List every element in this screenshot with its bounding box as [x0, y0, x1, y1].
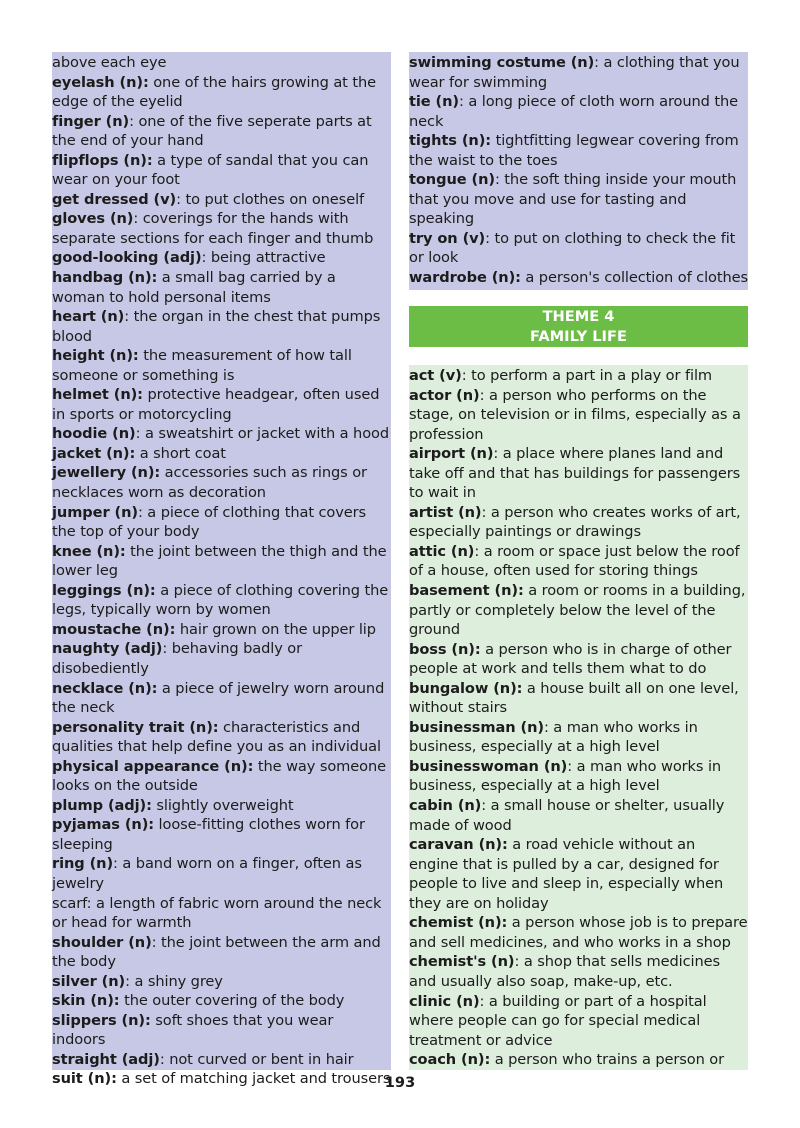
- glossary-term: straight (adj): [52, 1050, 160, 1068]
- glossary-term: businessman (n): [409, 718, 544, 736]
- glossary-definition: : to perform a part in a play or film: [461, 367, 713, 384]
- glossary-term: personality trait (n):: [52, 718, 219, 736]
- glossary-definition: tightfitting legwear covering from the waist to the toes: [409, 132, 739, 169]
- glossary-term: skin (n):: [52, 992, 120, 1010]
- glossary-definition: a person who trains a person or: [490, 1051, 725, 1069]
- glossary-term: leggings (n):: [52, 581, 156, 599]
- glossary-entry: [409, 1050, 748, 1070]
- glossary-definition: a small bag carried by a woman to hold personal items: [52, 269, 336, 306]
- glossary-term: plump (adj):: [52, 796, 152, 814]
- glossary-entries-right-bottom: [409, 365, 748, 1070]
- glossary-entry: [52, 796, 391, 816]
- glossary-term: heart (n): [52, 308, 125, 326]
- glossary-entry: [409, 757, 748, 796]
- glossary-definition: soft shoes that you wear indoors: [52, 1011, 334, 1049]
- glossary-entry: [52, 854, 391, 893]
- glossary-entry: [409, 170, 748, 229]
- glossary-definition: scarf: a length of fabric worn around the neck or head for warmth: [52, 894, 382, 932]
- glossary-definition: : a piece of clothing that covers the top of your body: [52, 503, 367, 541]
- glossary-entry: [52, 972, 391, 992]
- glossary-entry: [52, 581, 391, 620]
- glossary-entry: [52, 151, 391, 190]
- glossary-entry: [52, 268, 391, 307]
- glossary-entry: [52, 444, 391, 464]
- glossary-term: tights (n):: [409, 132, 492, 150]
- glossary-term: physical appearance (n):: [52, 757, 254, 775]
- glossary-definition: the outer covering of the body: [119, 992, 345, 1010]
- glossary-entry: [52, 463, 391, 502]
- glossary-entry: [409, 913, 748, 952]
- glossary-definition: : a long piece of cloth worn around the neck: [409, 93, 739, 130]
- glossary-definition: one of the hairs growing at the edge of the eyelid: [52, 73, 376, 111]
- glossary-entry: [409, 581, 748, 640]
- glossary-term: businesswoman (n): [409, 757, 568, 775]
- glossary-term: pyjamas (n):: [52, 816, 154, 834]
- glossary-entry: [409, 835, 748, 913]
- glossary-definition: : a room or space just below the roof of a house, often used for storing things: [409, 542, 740, 580]
- glossary-definition: : the organ in the chest that pumps blood: [52, 308, 381, 345]
- glossary-term: swimming costume (n): [409, 54, 595, 71]
- glossary-entry: [52, 1011, 391, 1050]
- glossary-entry: [52, 679, 391, 718]
- glossary-entry: [52, 209, 391, 248]
- glossary-term: moustache (n):: [52, 620, 176, 638]
- glossary-entry: [409, 992, 748, 1051]
- glossary-entry: [409, 366, 748, 386]
- glossary-term: shoulder (n): [52, 933, 152, 951]
- theme-title: FAMILY LIFE: [530, 327, 627, 345]
- page-number: 193: [384, 1074, 416, 1091]
- glossary-term: get dressed (v): [52, 190, 177, 208]
- glossary-term: jewellery (n):: [52, 464, 161, 482]
- glossary-definition: a house built all on one level, without stairs: [409, 679, 739, 717]
- glossary-term: hoodie (n): [52, 425, 136, 443]
- glossary-entry: [52, 248, 391, 268]
- glossary-entry: [409, 131, 748, 170]
- glossary-entries-right-top: [409, 52, 748, 288]
- glossary-definition: slightly overweight: [151, 796, 294, 814]
- glossary-definition: protective headgear, often used in sports or motorcycling: [52, 386, 380, 423]
- glossary-definition: : a building or part of a hospital where people can go for special medical treatment or advice: [409, 992, 707, 1049]
- glossary-entry: [52, 991, 391, 1011]
- glossary-definition: : a band worn on a finger, often as jewelry: [52, 855, 362, 892]
- glossary-definition: accessories such as rings or necklaces worn as decoration: [52, 464, 367, 502]
- glossary-term: tongue (n): [409, 171, 495, 189]
- glossary-definition: a short coat: [135, 444, 226, 462]
- glossary-definition: : a small house or shelter, usually made of wood: [409, 797, 725, 834]
- glossary-term: airport (n): [409, 445, 494, 463]
- glossary-definition: : a man who works in business, especially at a high level: [409, 757, 722, 795]
- glossary-term: jumper (n): [52, 503, 138, 521]
- glossary-term: wardrobe (n):: [409, 269, 521, 287]
- glossary-entry: [52, 815, 391, 854]
- glossary-term: caravan (n):: [409, 836, 508, 854]
- glossary-term: ring (n): [52, 855, 114, 873]
- glossary-definition: a person's collection of clothes: [520, 269, 749, 287]
- glossary-definition: : the soft thing inside your mouth that you move and use for tasting and speaking: [409, 171, 737, 228]
- right-bottom-glossary-column: [409, 365, 748, 1070]
- glossary-definition: : coverings for the hands with separate sections for each finger and thumb: [52, 210, 374, 247]
- glossary-entry: [52, 542, 391, 581]
- glossary-definition: : a sweatshirt or jacket with a hood: [135, 425, 390, 443]
- glossary-entry: [52, 307, 391, 346]
- glossary-term: knee (n):: [52, 542, 126, 560]
- glossary-entry: [52, 346, 391, 385]
- glossary-entry: [409, 718, 748, 757]
- glossary-entry: [52, 190, 391, 210]
- glossary-term: eyelash (n):: [52, 73, 149, 91]
- glossary-entry: [52, 112, 391, 151]
- glossary-definition: : a shop that sells medicines and usually also soap, make-up, etc.: [409, 953, 721, 990]
- glossary-term: coach (n):: [409, 1051, 491, 1069]
- glossary-definition: : to put clothes on oneself: [176, 190, 365, 208]
- glossary-entry: [409, 386, 748, 445]
- glossary-definition: a type of sandal that you can wear on your foot: [52, 151, 369, 189]
- glossary-definition: above each eye: [52, 54, 167, 71]
- glossary-definition: : behaving badly or disobediently: [52, 640, 303, 677]
- glossary-term: actor (n): [409, 386, 480, 404]
- glossary-definition: a person who is in charge of other people at work and tells them what to do: [409, 640, 732, 678]
- glossary-term: good-looking (adj): [52, 249, 202, 267]
- glossary-entry: [52, 385, 391, 424]
- glossary-entries-left: [52, 52, 391, 1089]
- glossary-term: chemist (n):: [409, 914, 508, 932]
- glossary-term: necklace (n):: [52, 679, 158, 697]
- glossary-entry: [409, 53, 748, 92]
- glossary-definition: : a place where planes land and take off and that has buildings for passengers to wait in: [409, 445, 741, 502]
- glossary-term: slippers (n):: [52, 1011, 151, 1029]
- glossary-definition: a person whose job is to prepare and sell medicines, and who works in a shop: [409, 914, 748, 951]
- glossary-entry: [409, 92, 748, 131]
- glossary-entry: [52, 73, 391, 112]
- glossary-entry: [52, 639, 391, 678]
- glossary-definition: a piece of clothing covering the legs, typically worn by women: [52, 581, 389, 619]
- glossary-term: jacket (n):: [52, 444, 136, 462]
- glossary-definition: hair grown on the upper lip: [175, 620, 376, 638]
- glossary-term: naughty (adj): [52, 640, 163, 658]
- glossary-entry: [52, 1050, 391, 1070]
- glossary-term: chemist's (n): [409, 953, 515, 971]
- glossary-definition: a road vehicle without an engine that is pulled by a car, designed for people to live and sleep in, especially when they are on holiday: [409, 836, 724, 912]
- glossary-term: finger (n): [52, 112, 130, 130]
- glossary-term: helmet (n):: [52, 386, 143, 404]
- glossary-term: tie (n): [409, 93, 459, 111]
- glossary-definition: : a clothing that you wear for swimming: [409, 54, 740, 91]
- glossary-definition: : one of the five seperate parts at the end of your hand: [52, 112, 372, 150]
- glossary-term: height (n):: [52, 347, 139, 365]
- glossary-entry: [409, 796, 748, 835]
- glossary-term: bungalow (n):: [409, 679, 523, 697]
- glossary-term: cabin (n): [409, 797, 482, 815]
- left-glossary-column: [52, 52, 391, 1088]
- glossary-entry: [52, 620, 391, 640]
- glossary-term: act (v): [409, 367, 462, 384]
- glossary-entry: [409, 640, 748, 679]
- glossary-term: basement (n):: [409, 582, 524, 600]
- glossary-definition: : a shiny grey: [125, 972, 223, 990]
- glossary-term: artist (n): [409, 503, 482, 521]
- glossary-entry: [409, 444, 748, 503]
- glossary-entry: [52, 53, 391, 73]
- glossary-entry: [409, 229, 748, 268]
- glossary-definition: : a person who performs on the stage, on television or in films, especially as a profession: [409, 386, 741, 443]
- glossary-entry: [409, 268, 748, 288]
- glossary-term: suit (n):: [52, 1070, 117, 1088]
- theme-number: THEME 4: [542, 308, 615, 325]
- glossary-entry: [52, 894, 391, 933]
- glossary-definition: a piece of jewelry worn around the neck: [52, 679, 385, 717]
- glossary-entry: [52, 503, 391, 542]
- glossary-entry: [52, 718, 391, 757]
- glossary-definition: a room or rooms in a building, partly or completely below the level of the ground: [409, 582, 746, 639]
- glossary-term: boss (n):: [409, 640, 481, 658]
- glossary-entry: [409, 952, 748, 991]
- glossary-entry: [409, 679, 748, 718]
- glossary-definition: : being attractive: [201, 249, 326, 267]
- glossary-term: gloves (n): [52, 210, 134, 228]
- glossary-definition: : the joint between the arm and the body: [52, 933, 381, 971]
- glossary-term: try on (v): [409, 229, 486, 247]
- theme-banner: [409, 306, 748, 347]
- glossary-entry: [52, 757, 391, 796]
- glossary-definition: : not curved or bent in hair: [159, 1050, 354, 1068]
- glossary-entry: [52, 933, 391, 972]
- glossary-entry: [409, 542, 748, 581]
- glossary-term: clinic (n): [409, 992, 480, 1010]
- glossary-entry: [409, 503, 748, 542]
- glossary-definition: the measurement of how tall someone or something is: [52, 347, 352, 384]
- glossary-term: flipflops (n):: [52, 151, 153, 169]
- glossary-definition: a set of matching jacket and trousers: [116, 1070, 391, 1088]
- glossary-term: handbag (n):: [52, 269, 158, 287]
- glossary-definition: : a person who creates works of art, especially paintings or drawings: [409, 503, 741, 541]
- glossary-entry: [52, 424, 391, 444]
- glossary-definition: : a man who works in business, especially at a high level: [409, 718, 698, 756]
- glossary-definition: loose-fitting clothes worn for sleeping: [52, 816, 365, 853]
- glossary-definition: the way someone looks on the outside: [52, 757, 387, 795]
- glossary-definition: the joint between the thigh and the lower leg: [52, 542, 387, 580]
- glossary-term: silver (n): [52, 972, 126, 990]
- glossary-term: attic (n): [409, 542, 475, 560]
- glossary-definition: characteristics and qualities that help define you as an individual: [52, 718, 381, 756]
- right-top-glossary-column: [409, 52, 748, 290]
- glossary-definition: : to put on clothing to check the fit or look: [409, 229, 736, 267]
